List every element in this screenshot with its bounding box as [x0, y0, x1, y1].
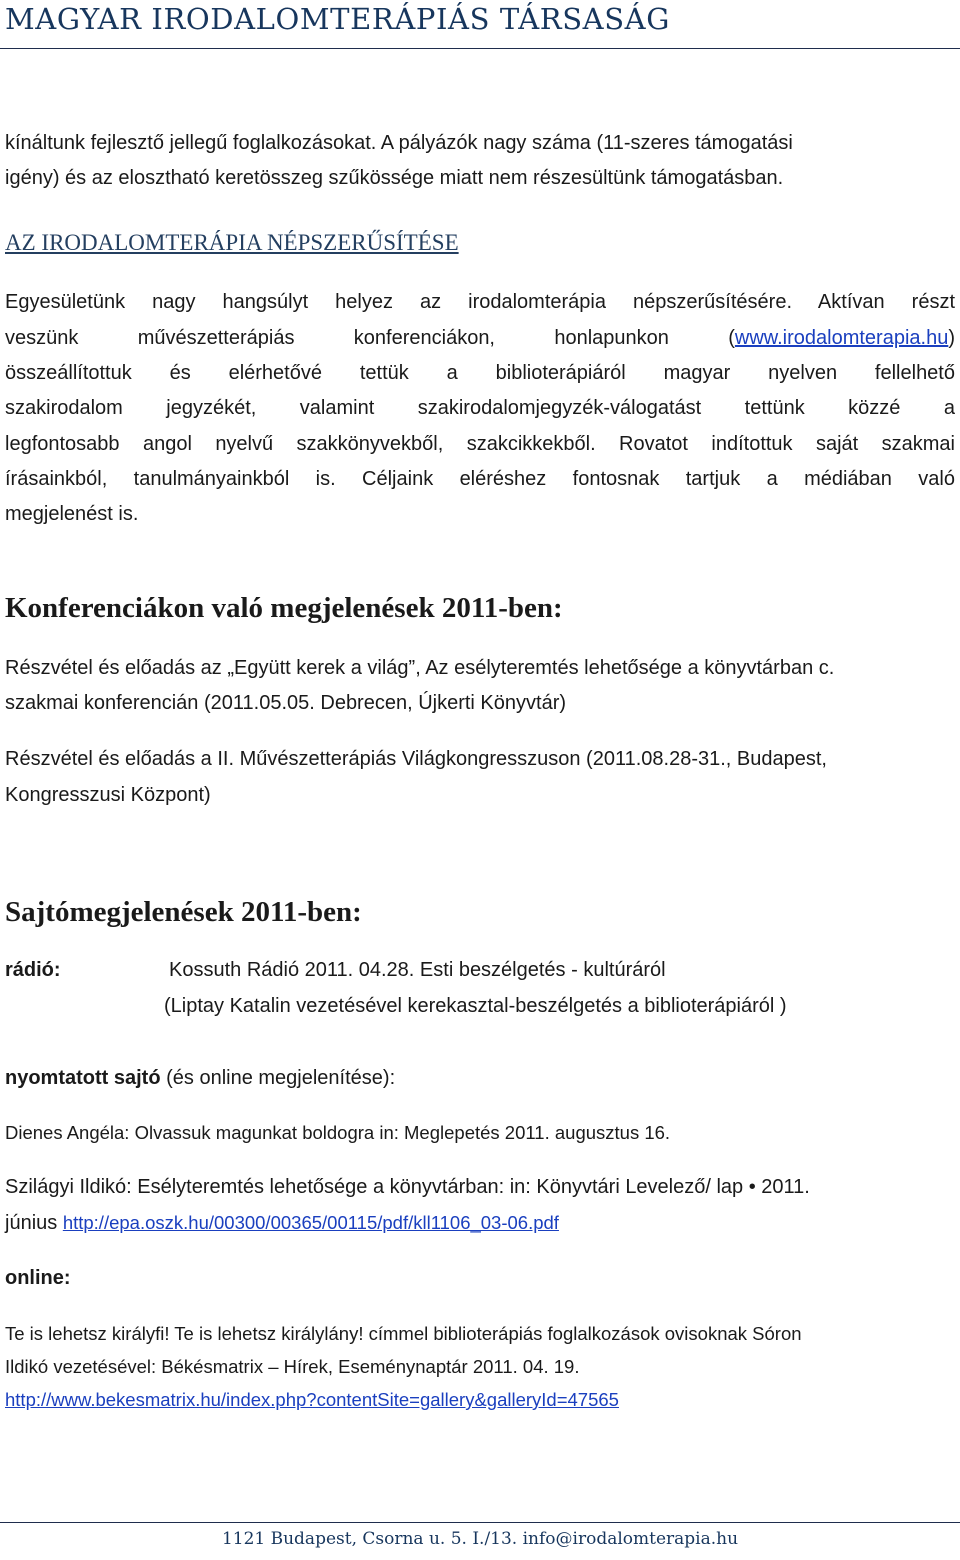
- print-press-suffix: (és online megjelenítése):: [160, 1067, 396, 1089]
- intro-line-2: igény) és az elosztható keretösszeg szűkössége miatt nem részesültünk támogatásban.: [5, 167, 784, 189]
- conferences-heading: Konferenciákon való megjelenések 2011-ben:: [5, 592, 563, 624]
- section1-line-7: megjelenést is.: [5, 503, 139, 525]
- page-header: [0, 0, 960, 49]
- print-press-heading: [5, 1061, 395, 1096]
- footer-address: 1121 Budapest, Csorna u. 5. I./13. info@irodalomterapia.hu: [221, 1529, 739, 1549]
- bekesmatrix-link[interactable]: http://www.bekesmatrix.hu/index.php?contentSite=gallery&galleryId=47565: [5, 1389, 619, 1410]
- online-line-2: Ildikó vezetésével: Békésmatrix – Hírek, Eseménynaptár 2011. 04. 19.: [5, 1356, 580, 1377]
- header-title: MAGYAR IRODALOMTERÁPIÁS TÁRSASÁG: [5, 2, 670, 36]
- print-item-2-line-2: [5, 1205, 559, 1241]
- radio-line-1: Kossuth Rádió 2011. 04.28. Esti beszélgetés - kultúráról: [169, 959, 666, 981]
- print-item-2-line-1: Szilágyi Ildikó: Esélyteremtés lehetősége a könyvtárban: in: Könyvtári Levelező/ lap • 2011.: [5, 1176, 810, 1198]
- irodalomterapia-link[interactable]: www.irodalomterapia.hu: [734, 327, 949, 349]
- press-heading: Sajtómegjelenések 2011-ben:: [5, 896, 362, 928]
- section1-line-3: összeállítottuk és elérhetővé tettük a biblioterápiáról magyar nyelven fellelhető: [5, 362, 955, 384]
- print-item-1: Dienes Angéla: Olvassuk magunkat boldogra in: Meglepetés 2011. augusztus 16.: [5, 1122, 671, 1143]
- section1-line-6: írásainkból, tanulmányainkból is. Céljaink eléréshez fontosnak tartjuk a médiában való: [5, 468, 955, 490]
- conference-item-2-line-1: Részvétel és előadás a II. Művészetterápiás Világkongresszuson (2011.08.28-31., Budapest,: [5, 748, 827, 770]
- epa-oszk-link[interactable]: http://epa.oszk.hu/00300/00365/00115/pdf/kll1106_03-06.pdf: [62, 1212, 559, 1233]
- section1-line-4: szakirodalom jegyzékét, valamint szakirodalomjegyzék-válogatást tettünk közzé a: [5, 397, 955, 419]
- section1-line-2-text: veszünk művészetterápiás konferenciákon, honlapunkon (: [5, 327, 735, 349]
- section1-line-2: [5, 321, 955, 356]
- print-item-2-date: június: [5, 1212, 63, 1234]
- conference-item-2-line-2: Kongresszusi Központ): [5, 784, 211, 806]
- section-title-popularization: AZ IRODALOMTERÁPIA NÉPSZERŰSÍTÉSE: [5, 230, 459, 255]
- section1-line-5: legfontosabb angol nyelvű szakkönyvekből, szakcikkekből. Rovatot indítottuk saját szakmai: [5, 433, 955, 455]
- intro-line-1: kínáltunk fejlesztő jellegű foglalkozásokat. A pályázók nagy száma (11-szeres támogatási: [5, 132, 793, 154]
- radio-label: rádió:: [5, 959, 61, 981]
- online-link-line: [5, 1382, 619, 1417]
- conference-item-1-line-1: Részvétel és előadás az „Együtt kerek a világ”, Az esélyteremtés lehetősége a könyvtárban c.: [5, 657, 835, 679]
- conference-item-1-line-2: szakmai konferencián (2011.05.05. Debrecen, Újkerti Könyvtár): [5, 692, 567, 714]
- print-press-label: nyomtatott sajtó: [5, 1067, 161, 1089]
- page-footer: [0, 1522, 960, 1560]
- online-line-1: Te is lehetsz királyfi! Te is lehetsz királylány! címmel biblioterápiás foglalkozások ovisoknak Sóron: [5, 1323, 802, 1344]
- section1-line-2-close: ): [948, 327, 955, 349]
- section1-line-1: Egyesületünk nagy hangsúlyt helyez az irodalomterápia népszerűsítésére. Aktívan részt: [5, 291, 955, 313]
- radio-line-2: (Liptay Katalin vezetésével kerekasztal-beszélgetés a biblioterápiáról ): [164, 995, 787, 1017]
- online-label: online:: [5, 1267, 71, 1289]
